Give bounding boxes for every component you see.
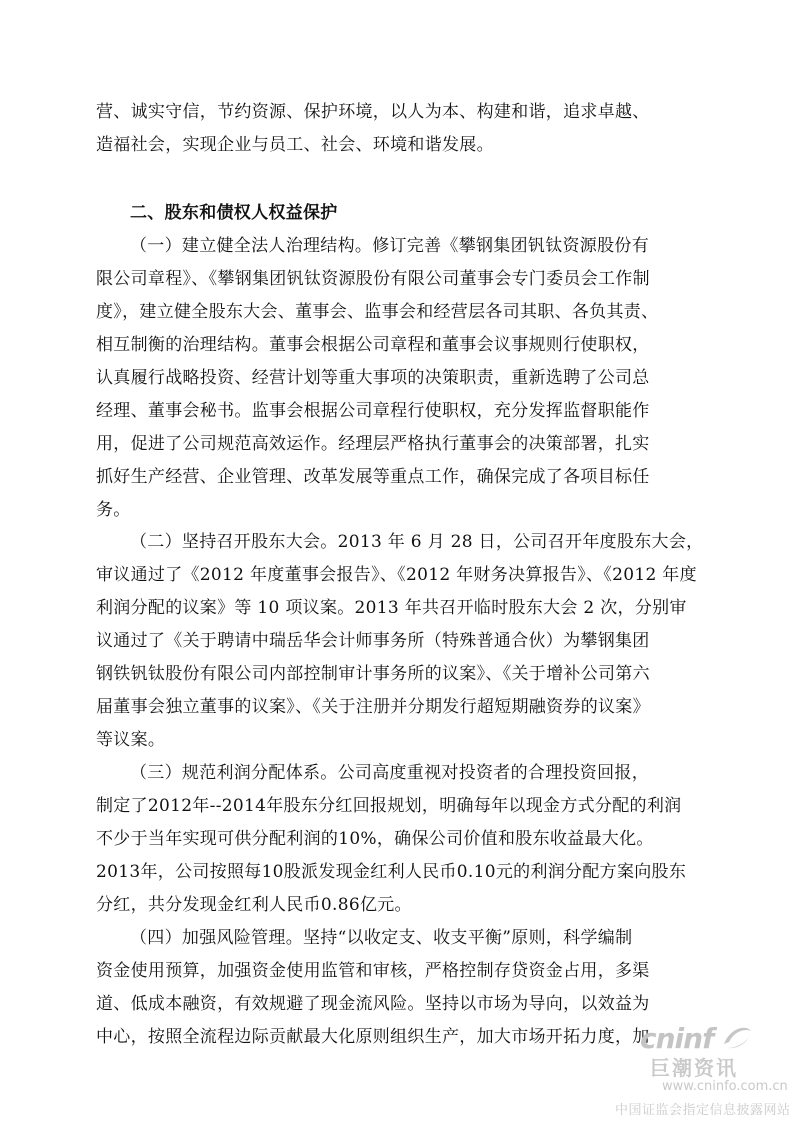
cninf-swirl-icon xyxy=(720,1022,754,1052)
text-line-1: 营、诚实守信，节约资源、保护环境，以人为本、构建和谐，追求卓越、 xyxy=(96,102,650,122)
text-line-25: （四）加强风险管理。坚持“以收定支、收支平衡”原则，科学编制 xyxy=(130,928,633,948)
text-line-24: 分红，共分发现金红利人民币0.86亿元。 xyxy=(96,895,412,915)
csrc-designation: 中国证监会指定信息披露网站 xyxy=(615,1103,791,1118)
text-line-15: 利润分配的议案》等 10 项议案。2013 年共召开临时股东大会 2 次，分别审 xyxy=(96,598,687,618)
text-line-14: 审议通过了《2012 年度董事会报告》、《2012 年财务决算报告》、《2012 年度 xyxy=(96,565,697,585)
text-line-4: （一）建立健全法人治理结构。修订完善《攀钢集团钒钛资源股份有 xyxy=(130,236,649,256)
text-line-13: （二）坚持召开股东大会。2013 年 6 月 28 日，公司召开年度股东大会， xyxy=(130,532,704,552)
text-line-6: 度》，建立健全股东大会、董事会、监事会和经营层各司其职、各负其责、 xyxy=(96,302,659,322)
text-line-20: （三）规范利润分配体系。公司高度重视对投资者的合理投资回报， xyxy=(130,763,649,783)
text-line-10: 用，促进了公司规范高效运作。经理层严格执行董事会的决策部署，扎实 xyxy=(96,434,650,454)
text-line-8: 认真履行战略投资、经营计划等重大事项的决策职责，重新选聘了公司总 xyxy=(96,368,650,388)
text-line-5: 限公司章程》、《攀钢集团钒钛资源股份有限公司董事会专门委员会工作制 xyxy=(96,269,650,289)
text-line-21: 制定了2012年--2014年股东分红回报规划，明确每年以现金方式分配的利润 xyxy=(96,796,682,816)
cninfo-chinese-name: 巨潮资讯 xyxy=(650,1056,738,1080)
cninf-logo-text: cninf xyxy=(640,1022,714,1055)
text-line-19: 等议案。 xyxy=(96,730,166,750)
text-line-16: 议通过了《关于聘请中瑞岳华会计师事务所（特殊普通合伙）为攀钢集团 xyxy=(96,631,650,651)
text-line-27: 道、低成本融资，有效规避了现金流风险。坚持以市场为导向，以效益为 xyxy=(96,994,650,1014)
text-line-9: 经理、董事会秘书。监事会根据公司章程行使职权，充分发挥监督职能作 xyxy=(96,401,650,421)
text-line-12: 务。 xyxy=(96,500,131,520)
text-line-28: 中心，按照全流程边际贡献最大化原则组织生产，加大市场开拓力度，加 xyxy=(96,1027,650,1047)
cninfo-url: www.cninfo.com.cn xyxy=(662,1079,788,1094)
text-line-7: 相互制衡的治理结构。董事会根据公司章程和董事会议事规则行使职权， xyxy=(96,335,650,355)
text-line-11: 抓好生产经营、企业管理、改革发展等重点工作，确保完成了各项目标任 xyxy=(96,467,650,487)
section-heading: 二、股东和债权人权益保护 xyxy=(130,203,338,223)
text-line-22: 不少于当年实现可供分配利润的10%，确保公司价值和股东收益最大化。 xyxy=(96,829,654,849)
text-line-26: 资金使用预算，加强资金使用监管和审核，严格控制存贷资金占用，多渠 xyxy=(96,961,650,981)
text-line-2: 造福社会，实现企业与员工、社会、环境和谐发展。 xyxy=(96,135,494,155)
text-line-23: 2013年，公司按照每10股派发现金红利人民币0.10元的利润分配方案向股东 xyxy=(96,862,687,882)
text-line-18: 届董事会独立董事的议案》、《关于注册并分期发行超短期融资券的议案》 xyxy=(96,697,650,717)
text-line-17: 钢铁钒钛股份有限公司内部控制审计事务所的议案》、《关于增补公司第六 xyxy=(96,664,650,684)
